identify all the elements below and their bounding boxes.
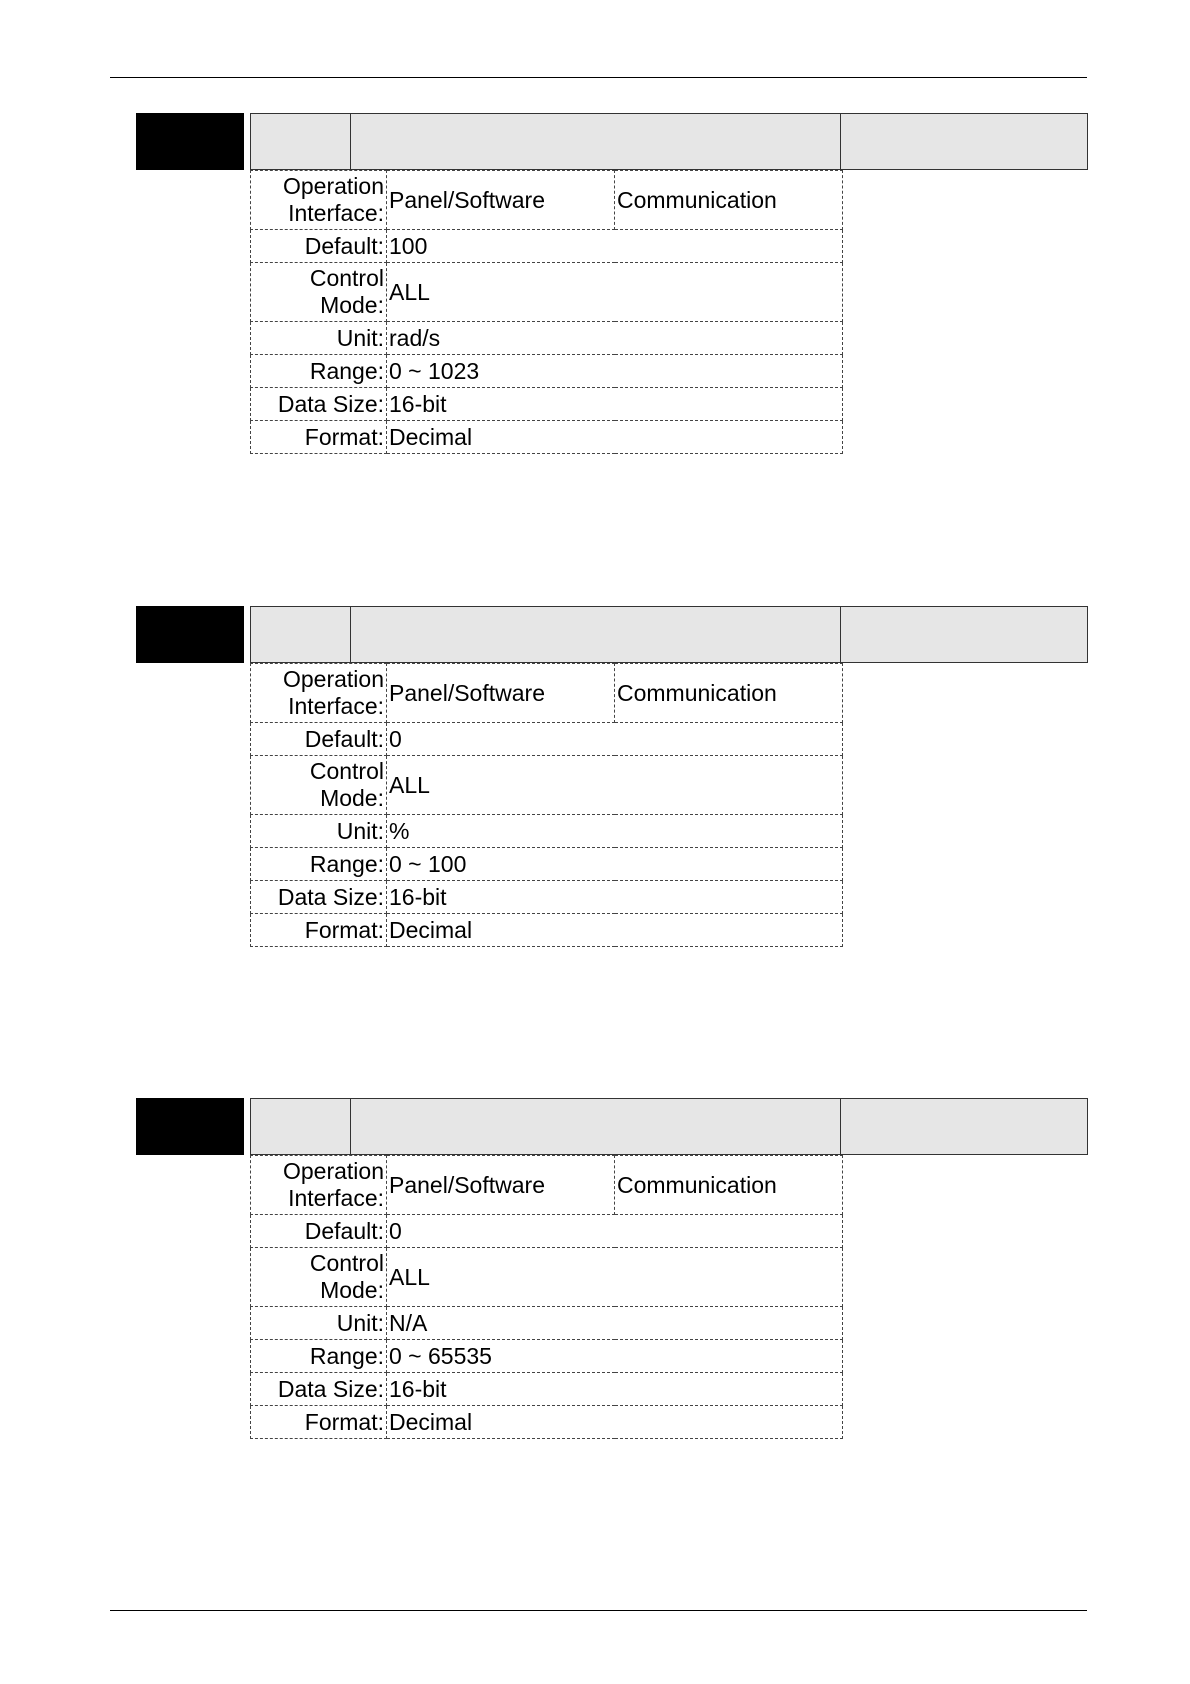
row-unit	[251, 322, 843, 355]
row-operation-interface	[251, 1156, 843, 1215]
parameter-block-3	[0, 1098, 1190, 1448]
parameter-header-cell-name	[350, 606, 841, 663]
row-unit	[251, 815, 843, 848]
parameter-header-cell-code	[250, 1098, 351, 1155]
range-label: Range:	[251, 848, 387, 881]
control-mode-value: ALL	[387, 756, 843, 815]
header-rule	[110, 77, 1087, 78]
row-unit	[251, 1307, 843, 1340]
data-size-value: 16-bit	[387, 881, 843, 914]
control-mode-label: Control Mode:	[251, 1248, 387, 1307]
row-format	[251, 914, 843, 947]
interface-panel-software: Panel/Software	[387, 171, 615, 230]
range-label: Range:	[251, 1340, 387, 1373]
control-mode-label: Control Mode:	[251, 756, 387, 815]
row-operation-interface	[251, 664, 843, 723]
operation-interface-label: Operation Interface:	[251, 1156, 387, 1215]
parameter-header-cell-name	[350, 1098, 841, 1155]
parameter-header-cell-code	[250, 606, 351, 663]
default-label: Default:	[251, 230, 387, 263]
default-value: 0	[387, 723, 843, 756]
parameter-properties-table	[250, 663, 843, 947]
parameter-header-cell-code	[250, 113, 351, 170]
interface-communication: Communication	[615, 171, 843, 230]
row-range	[251, 355, 843, 388]
parameter-code-tab	[136, 606, 244, 663]
row-operation-interface	[251, 171, 843, 230]
data-size-label: Data Size:	[251, 388, 387, 421]
parameter-header-cell-address	[840, 606, 1088, 663]
row-control-mode	[251, 263, 843, 322]
parameter-header-cell-name	[350, 113, 841, 170]
parameter-block-1	[0, 113, 1190, 463]
default-value: 100	[387, 230, 843, 263]
control-mode-label: Control Mode:	[251, 263, 387, 322]
row-range	[251, 848, 843, 881]
footer-rule	[110, 1610, 1087, 1611]
row-data-size	[251, 1373, 843, 1406]
unit-value: N/A	[387, 1307, 843, 1340]
parameter-code-tab	[136, 1098, 244, 1155]
data-size-value: 16-bit	[387, 1373, 843, 1406]
operation-interface-label: Operation Interface:	[251, 171, 387, 230]
row-default	[251, 230, 843, 263]
format-label: Format:	[251, 421, 387, 454]
row-format	[251, 421, 843, 454]
row-default	[251, 1215, 843, 1248]
format-value: Decimal	[387, 421, 843, 454]
default-label: Default:	[251, 723, 387, 756]
parameter-properties-table	[250, 170, 843, 454]
control-mode-value: ALL	[387, 1248, 843, 1307]
parameter-code-tab	[136, 113, 244, 170]
interface-panel-software: Panel/Software	[387, 1156, 615, 1215]
control-mode-value: ALL	[387, 263, 843, 322]
interface-communication: Communication	[615, 664, 843, 723]
row-data-size	[251, 881, 843, 914]
data-size-label: Data Size:	[251, 1373, 387, 1406]
range-label: Range:	[251, 355, 387, 388]
range-value: 0 ~ 1023	[387, 355, 843, 388]
parameter-header-cell-address	[840, 113, 1088, 170]
row-format	[251, 1406, 843, 1439]
operation-interface-label: Operation Interface:	[251, 664, 387, 723]
range-value: 0 ~ 100	[387, 848, 843, 881]
default-label: Default:	[251, 1215, 387, 1248]
interface-communication: Communication	[615, 1156, 843, 1215]
row-data-size	[251, 388, 843, 421]
range-value: 0 ~ 65535	[387, 1340, 843, 1373]
format-value: Decimal	[387, 1406, 843, 1439]
data-size-label: Data Size:	[251, 881, 387, 914]
default-value: 0	[387, 1215, 843, 1248]
unit-label: Unit:	[251, 1307, 387, 1340]
interface-panel-software: Panel/Software	[387, 664, 615, 723]
unit-value: rad/s	[387, 322, 843, 355]
unit-label: Unit:	[251, 815, 387, 848]
parameter-header-cell-address	[840, 1098, 1088, 1155]
unit-label: Unit:	[251, 322, 387, 355]
row-range	[251, 1340, 843, 1373]
format-value: Decimal	[387, 914, 843, 947]
data-size-value: 16-bit	[387, 388, 843, 421]
unit-value: %	[387, 815, 843, 848]
parameter-properties-table	[250, 1155, 843, 1439]
format-label: Format:	[251, 1406, 387, 1439]
format-label: Format:	[251, 914, 387, 947]
row-control-mode	[251, 1248, 843, 1307]
row-default	[251, 723, 843, 756]
parameter-block-2	[0, 606, 1190, 956]
row-control-mode	[251, 756, 843, 815]
